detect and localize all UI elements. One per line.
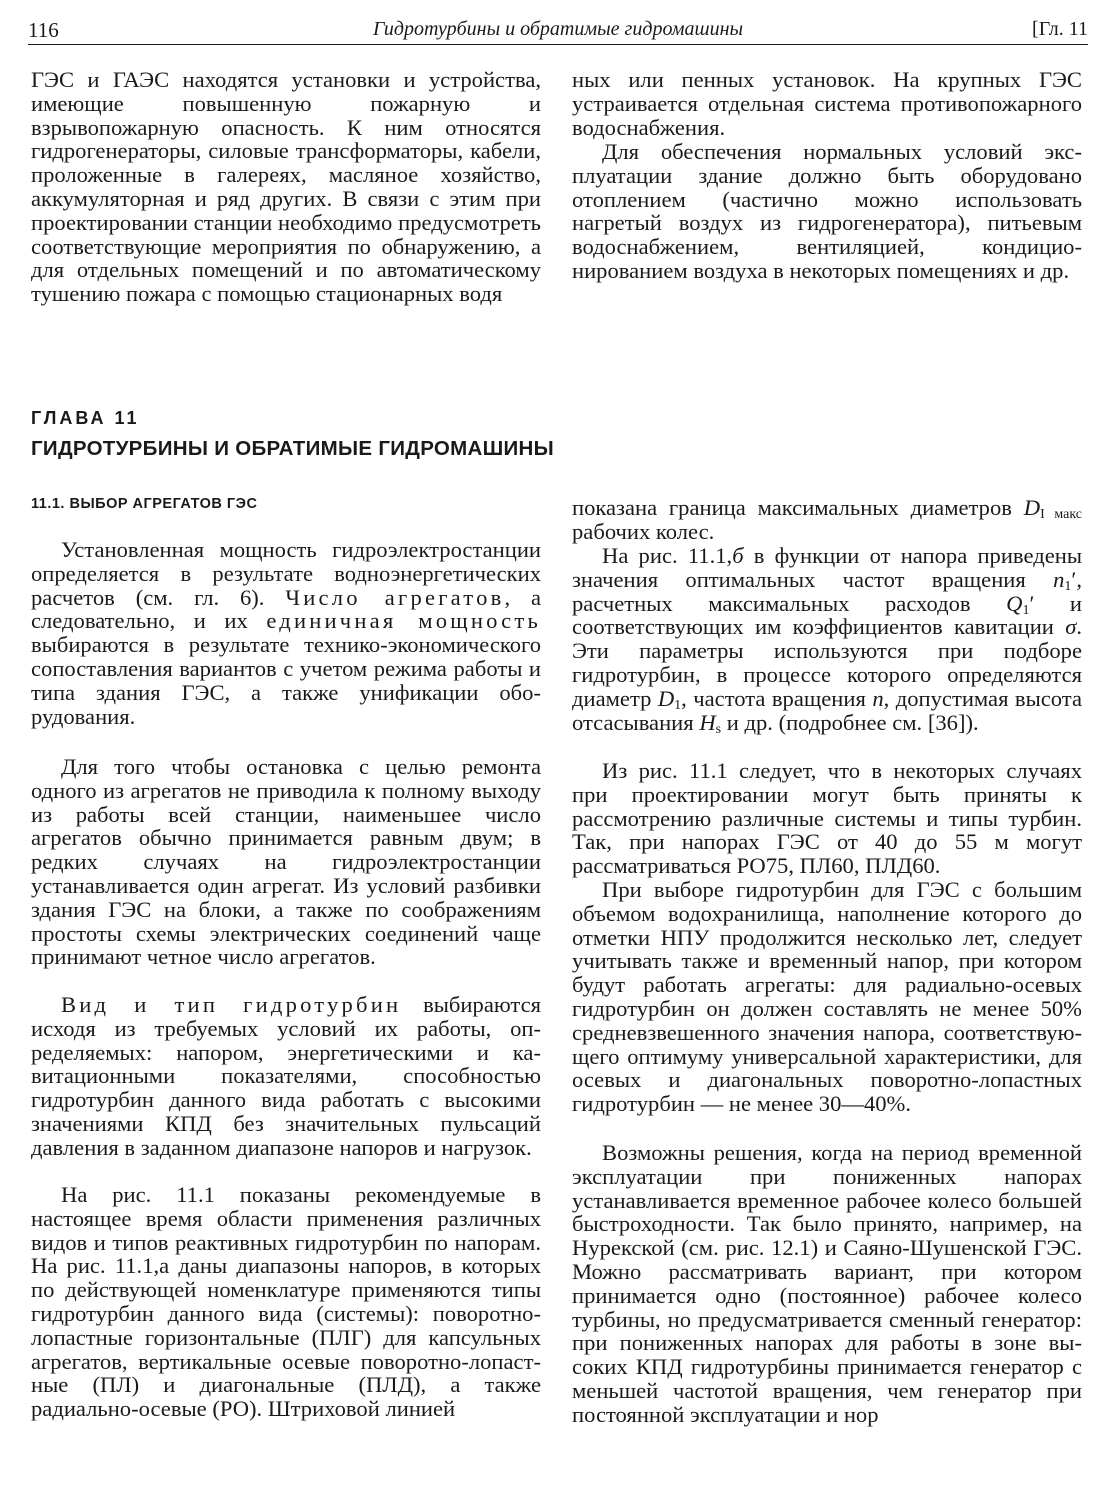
running-header — [28, 16, 1088, 45]
right-paragraph-4: При выборе гидротурбин для ГЭС с большим объемом водохранилища, наполнение которого до отметки НПУ продолжится несколько лет, следует учитывать также и временный напор, при котором будут работать агрегаты: для радиально-осевых гидротурбин он должен составлять не менее 50% средневзвешенного значения напора, соответствующего оптимуму универсальной характеристики, для осевых и диагональных поворотно-лопастных гидротурбин — не менее 30—40%. — [572, 877, 1082, 1117]
emphasis-term: Вид и тип гидротурбин — [61, 992, 402, 1017]
page-number: 116 — [28, 18, 59, 42]
section-title: 11.1. ВЫБОР АГРЕГАТОВ ГЭС — [31, 496, 258, 512]
chapter-title: ГИДРОТУРБИНЫ И ОБРАТИМЫЕ ГИДРОМАШИНЫ — [31, 437, 555, 460]
top-left-paragraph: ГЭС и ГАЭС находятся установки и устройства, имеющие повышенную пожарную и взрывопожарную опасность. К ним относятся гидрогенераторы, силовые трансформаторы, кабели, проложенные в галереях, масляное хозяйство, аккумуляторная и ряд других. В связи с этим при проектировании станции необходимо предусмотреть соответствующие мероприятия по обнаружению, а для отдельных помещений и по автоматическому тушению пожара с помощью стационарных водя — [31, 67, 541, 307]
left-paragraph-3: Вид и тип гидротурбин выбираются исходя из требуемых условий их работы, определяемых: напором, энергетическими и кавитационными показателями, способностью гидротурбин данного вида работать с высокими значениями КПД без значительных пульсаций давления в заданном диапазоне напоров и нагрузок. — [31, 992, 541, 1160]
left-paragraph-1: Установленная мощность гидроэлектростанции определяется в результате водноэнергетических расчетов (см. гл. 6). Число агрегатов, а следовательно, и их единичная мощность выбираются в результате технико-экономического сопоставления вариантов с учетом режима работы и типа здания ГЭС, а также унификации оборудования. — [31, 537, 541, 729]
left-paragraph-4: На рис. 11.1 показаны рекомендуемые в настоящее время области применения различных видов и типов реактивных гидротурбин по напорам. На рис. 11.1,а даны диапазоны напоров, в которых по действующей номенклатуре применяются типы гидротурбин данного вида (системы): поворотно-лопастные горизонтальные (ПЛГ) для капсульных агрегатов, вертикальные осевые поворотно-лопастные (ПЛ) и диагональные (ПЛД), а также радиально-осевые (РО). Штриховой линией — [31, 1182, 541, 1422]
right-paragraph-1: показана граница максимальных диаметров $D_{I макс}$ рабочих колес. — [572, 495, 1083, 544]
right-paragraph-5: Возможны решения, когда на период временной эксплуатации при пониженных напорах устанавливается временное рабочее колесо большей быстроходности. Так было принято, например, на Нурекской (см. рис. 12.1) и Саяно-Шушенской ГЭС. Можно рассматривать вариант, при котором принимается одно (постоянное) рабочее колесо турбины, но предусматривается сменный генератор: при пониженных напорах для работы в зоне высоких КПД гидротурбины принимается генератор с меньшей частотой вращения, чем генератор при постоянной эксплуатации и нор — [572, 1140, 1082, 1427]
right-paragraph-2: На рис. 11.1,б в функции от напора приведены значения оптимальных частот вращения $n_1'$, расчетных максимальных расходов $Q_1'$ и соответствующих им коэффициентов кавитации σ. Эти параметры используются при подборе гидротурбин, в процессе которого определяются диаметр $D_1$, частота вращения n, допустимая высота отсасывания $H_s$ и др. (подробнее см. [36]). — [572, 543, 1083, 737]
emphasis-term: единичная мощность — [266, 608, 541, 634]
emphasis-term: Число агрегатов — [285, 584, 505, 610]
right-paragraph-3: Из рис. 11.1 следует, что в некоторых случаях при проектировании могут быть приняты к рассмотрению различные системы и типы турбин. Так, при напорах ГЭС от 40 до 55 м могут рассматриваться РО75, ПЛ60, ПЛД60. — [572, 758, 1082, 879]
left-paragraph-2: Для того чтобы остановка с целью ремонта одного из агрегатов не приводила к полному выходу из работы всей станции, наименьшее число агрегатов обычно принимается равным двум; в редких случаях на гидроэлектростанции устанавливается один агрегат. Из условий разбивки здания ГЭС на блоки, а также по соображениям простоты схемы электрических соединений чаще принимают четное число агрегатов. — [31, 754, 541, 970]
chapter-reference: [Гл. 11 — [1032, 18, 1088, 40]
chapter-label: ГЛАВА 11 — [31, 408, 140, 428]
running-title: Гидротурбины и обратимые гидромашины — [372, 18, 744, 40]
top-right-paragraph-1: ных или пенных установок. На крупных ГЭС устраивается отдельная система противопожарного водоснабжения. — [572, 67, 1082, 140]
top-right-paragraph-2: Для обеспечения нормальных условий эксплуатации здание должно быть оборудовано отоплением (частично можно использовать нагретый воздух из гидрогенератора), питьевым водоснабжением, вентиляцией, кондиционированием воздуха в некоторых помещениях и др. — [572, 139, 1082, 283]
